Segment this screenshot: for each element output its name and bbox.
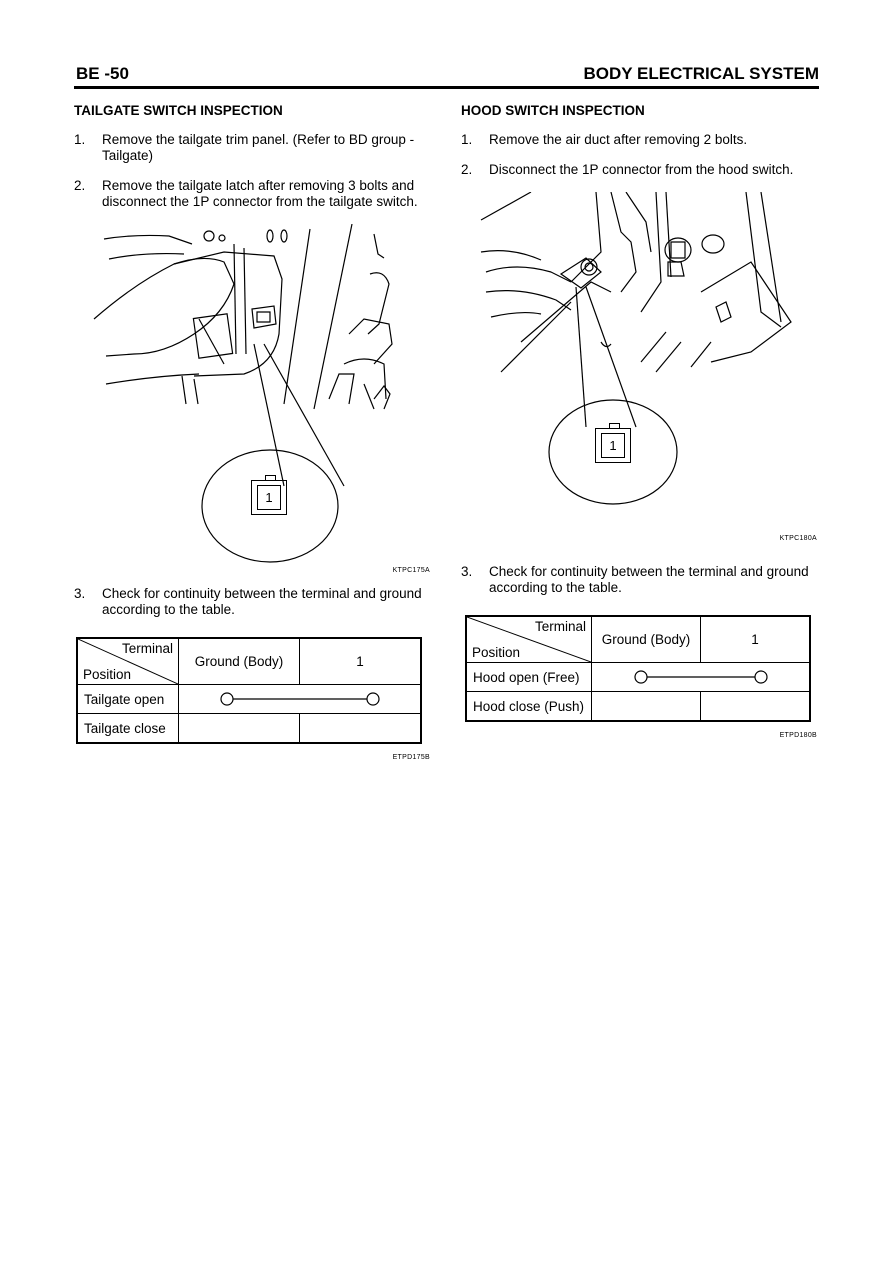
- header-terminal-1: 1: [701, 616, 811, 663]
- tailgate-connector: [251, 475, 289, 515]
- tailgate-step-1: 1. Remove the tailgate trim panel. (Refer to BD group - Tailgate): [74, 132, 415, 163]
- hood-figure-code: KTPC180A: [779, 535, 817, 542]
- header-rule: [74, 86, 819, 89]
- hood-table-code: ETPD180B: [779, 732, 817, 739]
- table-row: [466, 663, 810, 692]
- hood-connector-pin: 1: [601, 433, 625, 458]
- table-row: [466, 692, 810, 722]
- hood-figure: [461, 192, 817, 562]
- hood-step-3: 3. Check for continuity between the terminal and ground according to the table.: [461, 564, 809, 595]
- table-corner-header: Terminal Position: [77, 638, 179, 685]
- hood-connector: [595, 423, 633, 463]
- page-number: BE -50: [76, 64, 129, 83]
- tailgate-step-3: 3. Check for continuity between the terminal and ground according to the table.: [74, 586, 422, 617]
- hood-step-2: 2. Disconnect the 1P connector from the hood switch.: [461, 162, 794, 177]
- row-position: Hood close (Push): [466, 692, 592, 722]
- hood-continuity-table: [465, 615, 811, 722]
- tailgate-continuity-table: [76, 637, 422, 744]
- tailgate-step-2: 2. Remove the tailgate latch after removing 3 bolts and disconnect the 1P connector from the tailgate switch.: [74, 178, 418, 209]
- hood-step-1: 1. Remove the air duct after removing 2 bolts.: [461, 132, 748, 147]
- tailgate-figure-code: KTPC175A: [392, 567, 430, 574]
- row-position: Tailgate open: [77, 685, 179, 714]
- table-row: [77, 685, 421, 714]
- chapter-title: BODY ELECTRICAL SYSTEM: [583, 64, 819, 83]
- header-ground: Ground (Body): [592, 616, 701, 663]
- tailgate-table-code: ETPD175B: [392, 754, 430, 761]
- header-terminal-1: 1: [300, 638, 422, 685]
- hood-illustration: [461, 192, 817, 547]
- hood-section: [461, 103, 817, 739]
- continuity-indicator: [592, 663, 811, 692]
- row-position: Hood open (Free): [466, 663, 592, 692]
- table-corner-header: Terminal Position: [466, 616, 592, 663]
- tailgate-title: TAILGATE SWITCH INSPECTION: [74, 103, 283, 118]
- tailgate-connector-pin: 1: [257, 485, 281, 510]
- tailgate-figure: [74, 224, 430, 576]
- header-ground: Ground (Body): [179, 638, 300, 685]
- table-row: [77, 714, 421, 744]
- row-position: Tailgate close: [77, 714, 179, 744]
- continuity-indicator: [179, 685, 422, 714]
- hood-title: HOOD SWITCH INSPECTION: [461, 103, 645, 118]
- tailgate-section: [74, 103, 430, 761]
